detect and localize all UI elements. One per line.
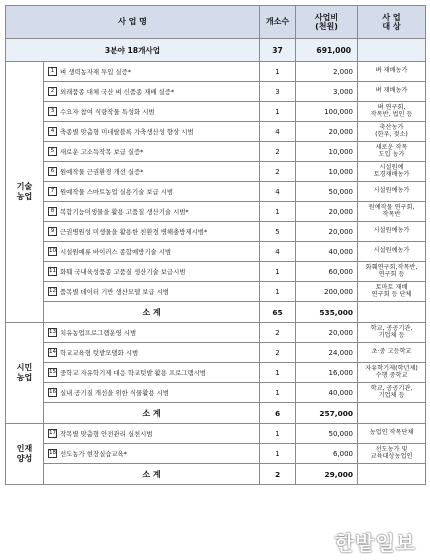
- subtotal-count: 2: [260, 464, 296, 485]
- item-count: 1: [260, 282, 296, 302]
- item-count: 4: [260, 242, 296, 262]
- item-name-cell: [44, 242, 260, 262]
- item-name: 화훼 국내육성품종 고품질 생산기술 보급시범: [60, 268, 186, 276]
- item-name: 실내 공기질 개선을 위한 식물활용 시범: [60, 389, 169, 397]
- item-number-box: 5: [48, 147, 57, 156]
- item-name-cell: [44, 142, 260, 162]
- item-target: 학교, 공공기관, 기업체 등: [358, 323, 426, 343]
- item-target: 학교, 공공기관, 기업체 등: [358, 383, 426, 403]
- table-row: [6, 424, 426, 444]
- item-target: 새로운 작목 도입 농가: [358, 142, 426, 162]
- item-cost: 200,000: [296, 282, 358, 302]
- item-name: 벼 생력농자재 투입 실증*: [60, 68, 132, 76]
- item-name-cell: [44, 122, 260, 142]
- item-number-box: 18: [49, 450, 56, 456]
- header-count: 개소수: [260, 6, 296, 39]
- item-cost: 3,000: [296, 82, 358, 102]
- item-target: 시설원예 토경재배농가: [358, 162, 426, 182]
- item-target: 시설원예농가: [358, 222, 426, 242]
- table-row: [6, 102, 426, 122]
- item-cost: 10,000: [296, 162, 358, 182]
- item-name-cell: [44, 262, 260, 282]
- item-count: 3: [260, 82, 296, 102]
- item-cost: 20,000: [296, 202, 358, 222]
- header-target: 사 업 대 상: [358, 6, 426, 39]
- item-name-cell: [44, 182, 260, 202]
- item-target: 선도농가 및 교육대상농업인: [358, 444, 426, 464]
- item-number-box: 4: [48, 127, 57, 136]
- table-row: [6, 122, 426, 142]
- item-cost: 6,000: [296, 444, 358, 464]
- item-count: 1: [260, 363, 296, 383]
- item-name-cell: [44, 383, 260, 403]
- grand-total-row: [6, 39, 426, 62]
- subtotal-cost: 535,000: [296, 302, 358, 323]
- subtotal-row: [6, 302, 426, 323]
- section-label: 인재 양성: [6, 424, 44, 485]
- item-count: 1: [260, 62, 296, 82]
- item-count: 5: [260, 222, 296, 242]
- item-number-box: 8: [48, 207, 57, 216]
- subtotal-target: [358, 464, 426, 485]
- table-row: [6, 242, 426, 262]
- section-label: 기술 농업: [6, 62, 44, 323]
- subtotal-target: [358, 302, 426, 323]
- item-count: 4: [260, 182, 296, 202]
- item-target: 토마토 재배 연구회 등 단체: [358, 282, 426, 302]
- item-number-box: 2: [48, 87, 57, 96]
- item-target: 시설원예농가: [358, 242, 426, 262]
- item-name-cell: [44, 343, 260, 363]
- item-target: 시설원예농가: [358, 182, 426, 202]
- item-count: 2: [260, 162, 296, 182]
- item-name: 선도농가 현장실습교육*: [60, 450, 127, 458]
- grand-total-target: [358, 39, 426, 62]
- item-number-box: 6: [48, 167, 57, 176]
- item-name: 원예작물 근권환경 개선 실증*: [60, 168, 144, 176]
- item-target: 벼 연구회, 작목반, 법인 등: [358, 102, 426, 122]
- item-target: 벼 재배농가: [358, 62, 426, 82]
- item-name: 외래품종 대체 국산 벼 신품종 재배 실증*: [60, 88, 175, 96]
- item-count: 1: [260, 262, 296, 282]
- item-number-box: 12: [49, 288, 56, 294]
- item-name-cell: [44, 82, 260, 102]
- table-row: [6, 363, 426, 383]
- item-number-box: 11: [49, 268, 56, 274]
- subtotal-label: 소 계: [44, 464, 260, 485]
- item-count: 1: [260, 102, 296, 122]
- item-number-box: 17: [49, 430, 56, 436]
- item-name: 시설원예류 바이러스 종합예방기술 시범: [60, 248, 172, 256]
- item-target: 화훼연구회,작목반, 연구회 등: [358, 262, 426, 282]
- item-cost: 40,000: [296, 242, 358, 262]
- item-cost: 40,000: [296, 383, 358, 403]
- subtotal-row: [6, 403, 426, 424]
- item-number-box: 7: [48, 187, 57, 196]
- table-row: [6, 82, 426, 102]
- item-name-cell: [44, 363, 260, 383]
- watermark-logo: 한밭일보: [334, 531, 416, 555]
- item-name: 새로운 고소득작목 보급 실증*: [60, 148, 144, 156]
- item-name-cell: [44, 282, 260, 302]
- item-number-box: 10: [49, 248, 56, 254]
- section-label: 시민 농업: [6, 323, 44, 424]
- table-row: [6, 202, 426, 222]
- item-target: 벼 재배농가: [358, 82, 426, 102]
- item-cost: 50,000: [296, 424, 358, 444]
- item-name: 작목별 맞춤형 안전관리 실천시범: [60, 430, 153, 438]
- item-number-box: 13: [49, 329, 56, 335]
- item-number-box: 15: [49, 369, 56, 375]
- item-target: 축산농가 (한우, 젖소): [358, 122, 426, 142]
- item-name-cell: [44, 424, 260, 444]
- header-cost: 사업비 (천원): [296, 6, 358, 39]
- item-number-box: 1: [48, 67, 57, 76]
- table-row: [6, 343, 426, 363]
- project-table: [5, 5, 426, 485]
- item-cost: 100,000: [296, 102, 358, 122]
- item-name: 중학교 자유학기제 대응 학교텃밭 활용 프로그램시범: [60, 369, 206, 377]
- item-count: 4: [260, 122, 296, 142]
- table-row: [6, 282, 426, 302]
- grand-total-cost: 691,000: [296, 39, 358, 62]
- item-cost: 20,000: [296, 122, 358, 142]
- grand-total-count: 37: [260, 39, 296, 62]
- item-name-cell: [44, 162, 260, 182]
- item-count: 1: [260, 424, 296, 444]
- item-number-box: 14: [49, 349, 56, 355]
- item-name: 학교교육형 텃밭모델화 시범: [60, 349, 139, 357]
- table-row: [6, 262, 426, 282]
- subtotal-target: [358, 403, 426, 424]
- item-name: 원예작물 스마트농업 실용기술 보급 시범: [60, 188, 174, 196]
- table-row: [6, 444, 426, 464]
- table-row: [6, 323, 426, 343]
- item-target: 농업인 작목단체: [358, 424, 426, 444]
- item-name-cell: [44, 102, 260, 122]
- item-cost: 10,000: [296, 142, 358, 162]
- subtotal-label: 소 계: [44, 403, 260, 424]
- item-name: 품목별 데이터 기반 생산모델 보급 시범: [60, 288, 169, 296]
- item-count: 2: [260, 142, 296, 162]
- item-target: 원예작물 연구회, 작목반: [358, 202, 426, 222]
- item-cost: 20,000: [296, 222, 358, 242]
- item-cost: 60,000: [296, 262, 358, 282]
- item-name-cell: [44, 444, 260, 464]
- subtotal-cost: 29,000: [296, 464, 358, 485]
- header-row: [6, 6, 426, 39]
- item-name: 축종별 맞춤형 미네랄블록 가축생산성 향상 시범: [60, 128, 194, 136]
- table-row: [6, 142, 426, 162]
- item-target: 자유학기제(학년제) 수행 중학교: [358, 363, 426, 383]
- table-row: [6, 383, 426, 403]
- item-number-box: 3: [48, 107, 57, 116]
- subtotal-count: 6: [260, 403, 296, 424]
- table-row: [6, 182, 426, 202]
- item-name-cell: [44, 62, 260, 82]
- table-row: [6, 162, 426, 182]
- item-count: 1: [260, 444, 296, 464]
- item-name-cell: [44, 202, 260, 222]
- item-count: 1: [260, 383, 296, 403]
- item-cost: 20,000: [296, 323, 358, 343]
- subtotal-row: [6, 464, 426, 485]
- item-cost: 2,000: [296, 62, 358, 82]
- table-row: [6, 222, 426, 242]
- item-name-cell: [44, 323, 260, 343]
- subtotal-label: 소 계: [44, 302, 260, 323]
- subtotal-count: 65: [260, 302, 296, 323]
- item-count: 1: [260, 202, 296, 222]
- item-name: 수요자 참여 식량작물 특성화 시범: [60, 108, 155, 116]
- header-name: 사 업 명: [6, 6, 260, 39]
- item-count: 2: [260, 323, 296, 343]
- item-number-box: 16: [49, 389, 56, 395]
- subtotal-cost: 257,000: [296, 403, 358, 424]
- table-row: [6, 62, 426, 82]
- item-count: 2: [260, 343, 296, 363]
- item-cost: 16,000: [296, 363, 358, 383]
- item-cost: 24,000: [296, 343, 358, 363]
- grand-total-label: 3분야 18개사업: [6, 39, 260, 62]
- item-number-box: 9: [48, 227, 57, 236]
- item-name-cell: [44, 222, 260, 242]
- item-cost: 50,000: [296, 182, 358, 202]
- item-name: 근권병원성 미생물을 활용한 친환경 병해충방제시범*: [60, 228, 208, 236]
- item-name: 치유농업프로그램운영 시범: [60, 329, 137, 337]
- item-name: 복합기능미생물을 활용 고품질 생산기술 시범*: [60, 208, 189, 216]
- item-target: 초·중 고등학교: [358, 343, 426, 363]
